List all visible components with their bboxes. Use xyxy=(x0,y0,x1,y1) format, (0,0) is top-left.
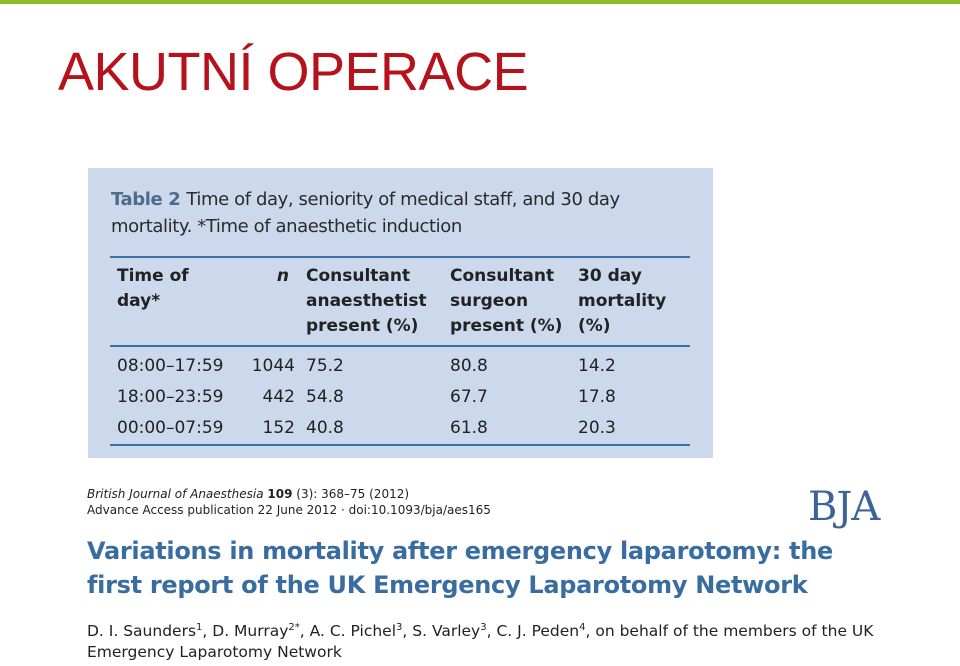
author-affiliation: 4 xyxy=(579,622,586,633)
header-consultant-anaesthetist: Consultant anaesthetist present (%) xyxy=(299,257,443,346)
table-label: Table 2 xyxy=(111,189,181,210)
author-name: C. J. Peden xyxy=(496,622,580,641)
table-row xyxy=(110,382,690,413)
cell-mortality: 14.2 xyxy=(578,356,616,376)
header-30-day-mortality: 30 day mortality (%) xyxy=(571,257,690,346)
journal-citation xyxy=(87,487,409,501)
author-name: A. C. Pichel xyxy=(309,622,397,641)
author-affiliation: 3 xyxy=(480,622,487,633)
author-affiliation: 2* xyxy=(288,622,300,633)
paper-title: Variations in mortality after emergency laparotomy: the first report of the UK Emergency Laparotomy Network xyxy=(87,537,833,599)
bja-logo: BJA xyxy=(808,484,880,530)
cell-anaesthetist: 75.2 xyxy=(306,356,344,376)
access-line: Advance Access publication 22 June 2012 · doi:10.1093/bja/aes165 xyxy=(87,503,491,517)
cell-time: 00:00–07:59 xyxy=(110,413,241,445)
table-figure xyxy=(88,168,713,458)
table-row xyxy=(110,413,690,445)
top-accent-bar xyxy=(0,0,960,4)
slide-title: AKUTNÍ OPERACE xyxy=(58,42,529,102)
header-n: n xyxy=(241,257,299,346)
author-name: S. Varley xyxy=(412,622,481,641)
header-consultant-surgeon: Consultant surgeon present (%) xyxy=(443,257,571,346)
cell-n: 1044 xyxy=(251,356,295,376)
cell-surgeon: 67.7 xyxy=(450,387,488,407)
cell-surgeon: 61.8 xyxy=(443,413,571,445)
cell-surgeon: 80.8 xyxy=(450,356,488,376)
journal-issue-pages: (3): 368–75 (2012) xyxy=(296,487,410,501)
author-list: D. I. Saunders$^1$, D. Murray$^{2*}$, A. C. Pichel$^3$, S. Varley$^3$, C. J. Peden$^4$, on behalf of the members of the UK Emergency Laparotomy Network xyxy=(87,622,874,662)
journal-volume: 109 xyxy=(267,487,293,501)
cell-mortality: 20.3 xyxy=(571,413,690,445)
cell-anaesthetist: 54.8 xyxy=(306,387,344,407)
table-caption xyxy=(111,186,701,240)
authors-suffix: , on behalf of the members of the UK Emergency Laparotomy Network xyxy=(87,622,874,662)
table-row xyxy=(110,346,690,382)
cell-n: 152 xyxy=(241,413,299,445)
table-caption-text: Time of day, seniority of medical staff, and 30 day mortality. *Time of anaesthetic induction xyxy=(111,189,620,237)
header-time-of-day: Time of day* xyxy=(110,257,241,346)
cell-n: 442 xyxy=(262,387,295,407)
author-name: D. Murray xyxy=(212,622,289,641)
table-header-row xyxy=(110,257,690,346)
author-name: D. I. Saunders xyxy=(87,622,197,641)
cell-anaesthetist: 40.8 xyxy=(299,413,443,445)
author-affiliation: 1 xyxy=(196,622,203,633)
cell-time: 18:00–23:59 xyxy=(117,387,224,407)
cell-time: 08:00–17:59 xyxy=(117,356,224,376)
cell-mortality: 17.8 xyxy=(578,387,616,407)
author-affiliation: 3 xyxy=(396,622,403,633)
journal-name: British Journal of Anaesthesia xyxy=(87,487,264,501)
mortality-table xyxy=(110,256,690,446)
